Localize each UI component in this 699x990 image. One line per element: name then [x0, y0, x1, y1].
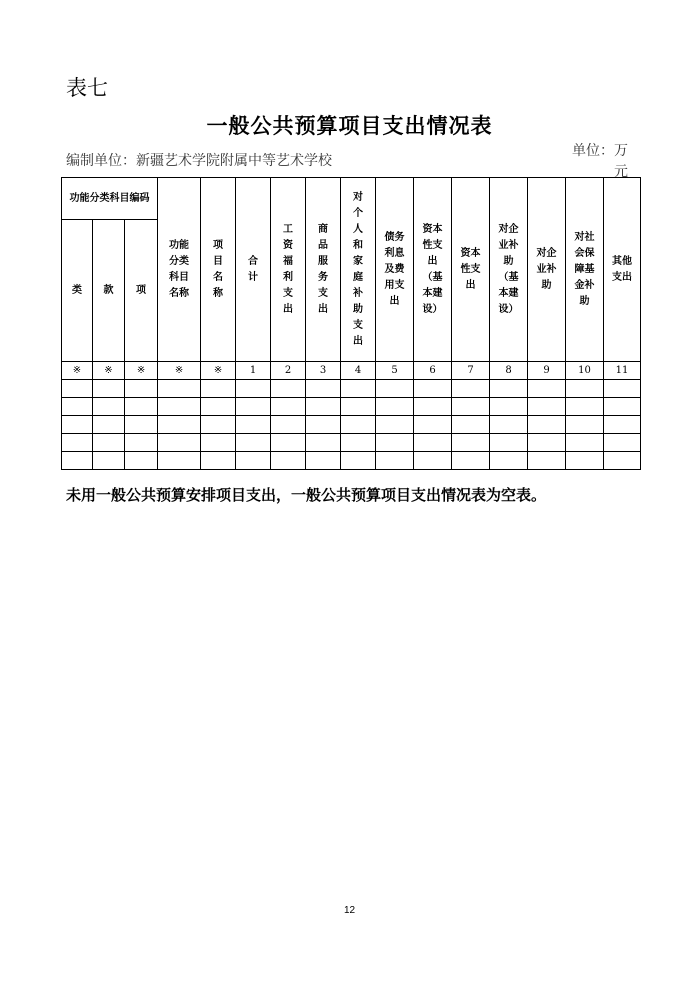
table-cell	[271, 398, 306, 416]
table-cell	[341, 416, 376, 434]
table-cell	[566, 398, 604, 416]
table-cell	[566, 416, 604, 434]
header-other	[604, 178, 641, 362]
table-cell	[604, 416, 641, 434]
table-cell	[125, 416, 158, 434]
header-sub-label: 项	[136, 284, 147, 296]
table-cell	[125, 398, 158, 416]
table-cell	[306, 434, 341, 452]
table-cell	[566, 434, 604, 452]
table-cell	[566, 380, 604, 398]
header-col-label: 资本性支出	[460, 247, 481, 291]
table-row	[62, 380, 641, 398]
header-sub-label: 款	[103, 284, 114, 296]
table-cell	[566, 452, 604, 470]
table-cell	[93, 416, 125, 434]
index-cell: 3	[306, 362, 341, 380]
table-cell	[452, 380, 490, 398]
header-capital-construction	[414, 178, 452, 362]
table-cell	[528, 380, 566, 398]
table-cell	[490, 380, 528, 398]
table-cell	[62, 434, 93, 452]
table-cell	[93, 380, 125, 398]
table-cell	[271, 452, 306, 470]
index-cell: 8	[490, 362, 528, 380]
header-col-label: 其他支出	[612, 255, 633, 283]
table-row	[62, 398, 641, 416]
table-cell	[271, 380, 306, 398]
table-cell	[490, 416, 528, 434]
table-cell	[452, 452, 490, 470]
table-cell	[306, 452, 341, 470]
index-cell: 4	[341, 362, 376, 380]
table-cell	[62, 398, 93, 416]
table-cell	[62, 380, 93, 398]
header-col-label: 对企业补助	[536, 247, 557, 291]
table-cell	[201, 380, 236, 398]
budget-table	[61, 177, 641, 470]
header-wages	[271, 178, 306, 362]
table-cell	[158, 434, 201, 452]
header-section	[93, 220, 125, 362]
table-cell	[604, 398, 641, 416]
header-total	[236, 178, 271, 362]
table-cell	[93, 452, 125, 470]
table-cell	[125, 380, 158, 398]
table-cell	[125, 434, 158, 452]
table-cell	[236, 416, 271, 434]
table-cell	[236, 398, 271, 416]
header-function-code-label: 功能分类科目编码	[69, 192, 150, 204]
header-col-label: 工资福利支出	[283, 223, 294, 315]
index-cell: ※	[62, 362, 93, 380]
table-cell	[62, 416, 93, 434]
index-cell: 9	[528, 362, 566, 380]
index-row	[62, 362, 641, 380]
page-title: 一般公共预算项目支出情况表	[206, 114, 493, 138]
table-body	[62, 362, 641, 470]
table-cell	[528, 434, 566, 452]
table-row	[62, 452, 641, 470]
index-cell: ※	[158, 362, 201, 380]
table-cell	[414, 416, 452, 434]
table-cell	[341, 398, 376, 416]
empty-table-note: 未用一般公共预算安排项目支出，一般公共预算项目支出情况表为空表。	[66, 486, 547, 504]
table-cell	[376, 398, 414, 416]
table-cell	[201, 434, 236, 452]
table-cell	[201, 416, 236, 434]
table-cell	[528, 416, 566, 434]
header-capital	[452, 178, 490, 362]
table-cell	[490, 398, 528, 416]
table-cell	[93, 398, 125, 416]
table-cell	[376, 434, 414, 452]
header-item	[125, 220, 158, 362]
table-cell	[452, 398, 490, 416]
table-cell	[604, 380, 641, 398]
table-cell	[306, 380, 341, 398]
table-cell	[490, 452, 528, 470]
header-sub-label: 类	[72, 284, 82, 296]
table-cell	[306, 416, 341, 434]
table-cell	[341, 434, 376, 452]
table-cell	[604, 452, 641, 470]
table-cell	[158, 380, 201, 398]
header-col-label: 债务利息及费用支出	[384, 231, 405, 307]
table-row	[62, 434, 641, 452]
header-col-label: 合计	[248, 255, 259, 283]
table-cell	[341, 452, 376, 470]
table-cell	[158, 416, 201, 434]
table-cell	[414, 380, 452, 398]
table-cell	[201, 398, 236, 416]
index-cell: ※	[201, 362, 236, 380]
table-cell	[452, 416, 490, 434]
table-row	[62, 416, 641, 434]
table-cell	[376, 416, 414, 434]
table-cell	[271, 416, 306, 434]
table-cell	[236, 380, 271, 398]
index-cell: ※	[125, 362, 158, 380]
header-debt-interest	[376, 178, 414, 362]
table-cell	[158, 398, 201, 416]
header-col-label: 项目名称	[213, 239, 224, 299]
table-cell	[490, 434, 528, 452]
table-cell	[376, 452, 414, 470]
index-cell: 6	[414, 362, 452, 380]
header-col-label: 对社会保障基金补助	[574, 231, 595, 307]
table-cell	[414, 434, 452, 452]
header-function-name	[158, 178, 201, 362]
index-cell: 2	[271, 362, 306, 380]
table-cell	[376, 380, 414, 398]
table-header	[62, 178, 641, 362]
header-col-label: 对企业补助（基本建设）	[498, 223, 519, 315]
currency-unit-label: 单位：	[572, 143, 614, 159]
table-cell	[158, 452, 201, 470]
table-cell	[414, 398, 452, 416]
table-cell	[236, 434, 271, 452]
table-cell	[528, 398, 566, 416]
header-category	[62, 220, 93, 362]
index-cell: 1	[236, 362, 271, 380]
table-cell	[201, 452, 236, 470]
page-number: 12	[343, 905, 356, 916]
header-household-subsidy	[341, 178, 376, 362]
table-cell	[62, 452, 93, 470]
table-cell	[452, 434, 490, 452]
document-label: 表七	[66, 76, 108, 100]
index-cell: 11	[604, 362, 641, 380]
table-cell	[93, 434, 125, 452]
header-social-security	[566, 178, 604, 362]
header-enterprise-construction	[490, 178, 528, 362]
header-col-label: 商品服务支出	[318, 223, 329, 315]
header-function-code	[62, 178, 158, 220]
header-goods-services	[306, 178, 341, 362]
table-cell	[414, 452, 452, 470]
compiling-unit: 编制单位：新疆艺术学院附属中等艺术学校	[66, 153, 332, 169]
index-cell: ※	[93, 362, 125, 380]
table-cell	[236, 452, 271, 470]
index-cell: 7	[452, 362, 490, 380]
currency-unit-value: 万元	[614, 143, 628, 180]
header-col-label: 对个人和家庭补助支出	[353, 191, 364, 347]
table-cell	[125, 452, 158, 470]
table-cell	[271, 434, 306, 452]
header-col-label: 功能分类科目名称	[169, 239, 190, 299]
index-cell: 5	[376, 362, 414, 380]
table-cell	[604, 434, 641, 452]
table-cell	[341, 380, 376, 398]
header-col-label: 资本性支出（基本建设）	[422, 223, 443, 315]
header-enterprise-subsidy	[528, 178, 566, 362]
header-project-name	[201, 178, 236, 362]
index-cell: 10	[566, 362, 604, 380]
table-cell	[306, 398, 341, 416]
table-cell	[528, 452, 566, 470]
